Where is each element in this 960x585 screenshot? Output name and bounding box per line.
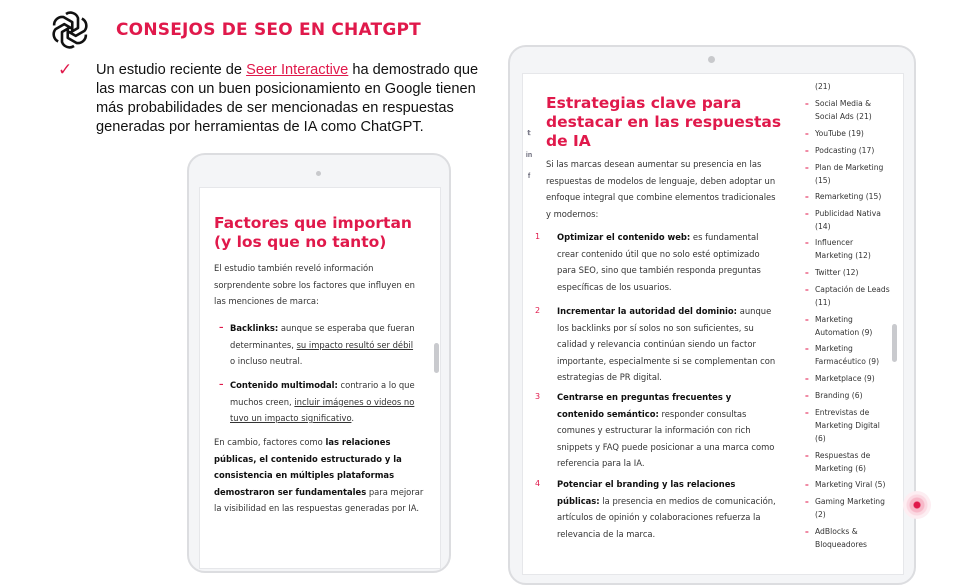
factors-intro: El estudio también reveló información sorprendente sobre los factores que influyen en las menciones de marca: (214, 263, 415, 306)
bullet-multimodal: – Contenido multimodal: contrario a lo que muchos creen, incluir imágenes o videos no tuvo un impacto significativo. (219, 380, 415, 423)
category-item[interactable]: (21) (815, 82, 831, 91)
category-item[interactable]: – Captación de Leads (11) (805, 285, 890, 307)
category-item[interactable]: – Podcasting (17) (805, 146, 875, 155)
category-item[interactable]: – Marketplace (9) (805, 374, 875, 383)
item-text: aunque los backlinks por sí solos no son suficientes, su calidad y relevancia continúan siendo un factor importante, especialmente si se complementan con estrategias de PR digital. (557, 306, 776, 382)
bullet-backlinks: – Backlinks: aunque se esperaba que fueran determinantes, su impacto resultó ser débil o incluso neutral. (219, 323, 415, 366)
left-tablet (187, 153, 451, 573)
bullet-link[interactable]: incluir imágenes o videos no tuvo un impacto significativo (230, 396, 415, 423)
right-tablet-screen (522, 73, 904, 575)
bullet-bold: Backlinks: (230, 323, 279, 333)
linkedin-icon[interactable]: in (525, 152, 533, 159)
item-bold: Centrarse en preguntas frecuentes y contenido semántico: (557, 392, 732, 419)
recording-indicator-icon (903, 491, 931, 519)
category-item[interactable]: – Marketing Automation (9) (805, 315, 873, 337)
strategies-heading: Estrategias clave para destacar en las respuestas de IA (546, 94, 782, 150)
item-bold: Incrementar la autoridad del dominio: (557, 306, 738, 316)
category-item[interactable]: – Marketing Viral (5) (805, 480, 886, 489)
intro-text-start: Un estudio reciente de (96, 62, 247, 78)
bullet-bold: Contenido multimodal: (230, 380, 338, 390)
item-number: 3 (535, 392, 541, 401)
factors-conclusion (214, 434, 426, 517)
check-icon: ✓ (58, 60, 73, 79)
category-item[interactable]: – Marketing Farmacéutico (9) (805, 344, 880, 366)
factors-heading: Factores que importan (y los que no tanto) (214, 214, 412, 251)
strategy-item (535, 303, 778, 386)
category-item[interactable]: – Branding (6) (805, 391, 863, 400)
item-text: es fundamental crear contenido útil que no solo esté optimizado para SEO, sino que también responda preguntas específicas de los usuarios. (557, 232, 761, 292)
category-item[interactable]: – Influencer Marketing (12) (805, 238, 871, 260)
category-item[interactable]: – AdBlocks & Bloqueadores (805, 527, 867, 549)
chatgpt-logo-icon (50, 10, 90, 50)
right-tablet (508, 45, 916, 585)
category-item[interactable]: – Publicidad Nativa (14) (805, 209, 881, 231)
item-text: responder consultas comunes y estructurar la información con rich snippets y FAQ puede posicionar a una marca como referencia para la IA. (557, 408, 775, 468)
bullet-link[interactable]: su impacto resultó ser débil (296, 339, 414, 350)
slide-title: CONSEJOS DE SEO EN CHATGPT (116, 20, 421, 40)
item-bold: Optimizar el contenido web: (557, 232, 691, 242)
item-number: 4 (535, 479, 541, 488)
bullet-text: contrario a lo que muchos creen, (230, 380, 415, 407)
strategy-item (535, 229, 778, 295)
item-number: 2 (535, 306, 541, 315)
scrollbar-thumb[interactable] (434, 343, 439, 373)
seer-interactive-link[interactable]: Seer Interactive (246, 62, 349, 78)
bullet-text: aunque se esperaba que fueran determinantes, (230, 323, 415, 350)
intro-text-end: ha demostrado que las marcas con un buen posicionamiento en Google tienen más probabilidades de ser mencionadas en respuestas generadas por herramientas de IA como ChatGPT. (96, 62, 479, 135)
category-item[interactable]: – Twitter (12) (805, 268, 859, 277)
facebook-icon[interactable]: f (527, 173, 531, 180)
conclusion-end: para mejorar la visibilidad en las respuestas generadas por IA. (214, 486, 424, 513)
strategies-intro: Si las marcas desean aumentar su presencia en las respuestas de modelos de lenguaje, deben adoptar un enfoque integral que combine elementos tradicionales y modernos: (546, 159, 776, 219)
category-item[interactable]: – Social Media & Social Ads (21) (805, 99, 872, 121)
category-item[interactable]: – YouTube (19) (805, 129, 864, 138)
intro-text (96, 61, 481, 137)
bullet-tail: . (351, 413, 355, 423)
conclusion-bold: las relaciones públicas, el contenido estructurado y la consistencia en múltiples plataformas demostraron ser fundamentales (214, 437, 402, 497)
category-item[interactable]: – Plan de Marketing (15) (805, 163, 884, 185)
left-tablet-screen (199, 187, 441, 569)
conclusion-start: En cambio, factores como (214, 437, 326, 447)
item-text: la presencia en medios de comunicación, artículos de opinión y colaboraciones refuerza la relevancia de la marca. (557, 495, 776, 539)
category-item[interactable]: – Gaming Marketing (2) (805, 497, 885, 519)
category-item[interactable]: – Remarketing (15) (805, 192, 882, 201)
item-bold: Potenciar el branding y las relaciones públicas: (557, 479, 736, 506)
strategy-item (535, 389, 778, 472)
bullet-tail: o incluso neutral. (230, 356, 303, 366)
category-item[interactable]: – Entrevistas de Marketing Digital (6) (805, 408, 880, 443)
strategy-item (535, 476, 778, 542)
tablet-camera (316, 171, 321, 176)
category-item[interactable]: – Respuestas de Marketing (6) (805, 451, 871, 473)
scrollbar-thumb[interactable] (892, 324, 897, 362)
twitter-icon[interactable]: 𝕥 (527, 130, 531, 137)
tablet-camera (708, 56, 715, 63)
item-number: 1 (535, 232, 541, 241)
